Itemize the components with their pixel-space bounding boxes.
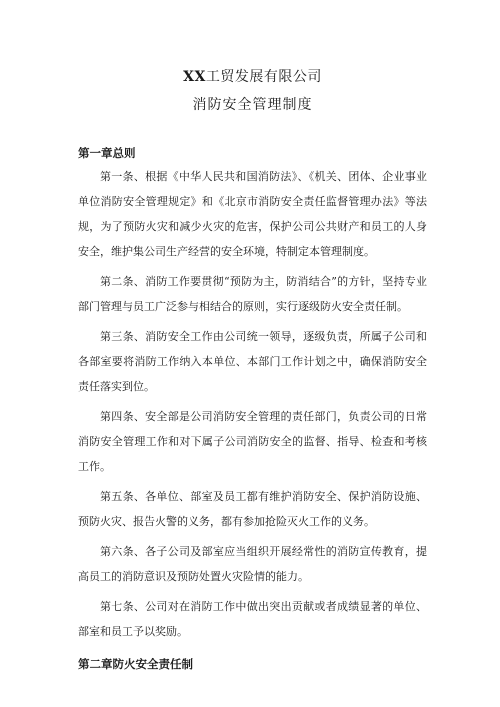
article-3: 第三条、消防安全工作由公司统一领导，逐级负责，所属子公司和各部室要将消防工作纳入本单位、本部门工作计划之中，确保消防安全责任落实到位。 — [78, 330, 427, 393]
chapter-1-heading: 第一章总则 — [78, 146, 136, 160]
company-name-text: 工贸发展有限公司 — [205, 69, 322, 85]
title-block — [78, 0, 427, 115]
article-7: 第七条、公司对在消防工作中做出突出贡献或者成绩显著的单位、部室和员工予以奖励。 — [78, 600, 427, 638]
company-prefix: XX — [183, 69, 206, 85]
document-title: 消防安全管理制度 — [192, 97, 313, 113]
article-2: 第二条、消防工作要贯彻“预防为主，防消结合”的方针，坚持专业部门管理与员工广泛参与相结合的原则，实行逐级防火安全责任制。 — [78, 275, 427, 313]
chapter-2-heading: 第二章防火安全责任制 — [78, 657, 193, 671]
article-5: 第五条、各单位、部室及员工都有维护消防安全、保护消防设施、预防火灾、报告火警的义务，都有参加抢险灭火工作的义务。 — [78, 490, 427, 528]
company-name — [78, 67, 427, 87]
article-4: 第四条、安全部是公司消防安全管理的责任部门，负责公司的日常消防安全管理工作和对下属子公司消防安全的监督、指导、检查和考核工作。 — [78, 410, 427, 473]
article-1: 第一条、根据《中华人民共和国消防法》、《机关、团体、企业事业单位消防安全管理规定》和《北京市消防安全责任监督管理办法》等法规，为了预防火灾和减少火灾的危害，保护公司公共财产和员工的人身安全，维护集公司生产经营的安全环境，特制定本管理制度。 — [78, 170, 427, 258]
article-6: 第六条、各子公司及部室应当组织开展经常性的消防宣传教育，提高员工的消防意识及预防处置火灾险情的能力。 — [78, 545, 427, 583]
